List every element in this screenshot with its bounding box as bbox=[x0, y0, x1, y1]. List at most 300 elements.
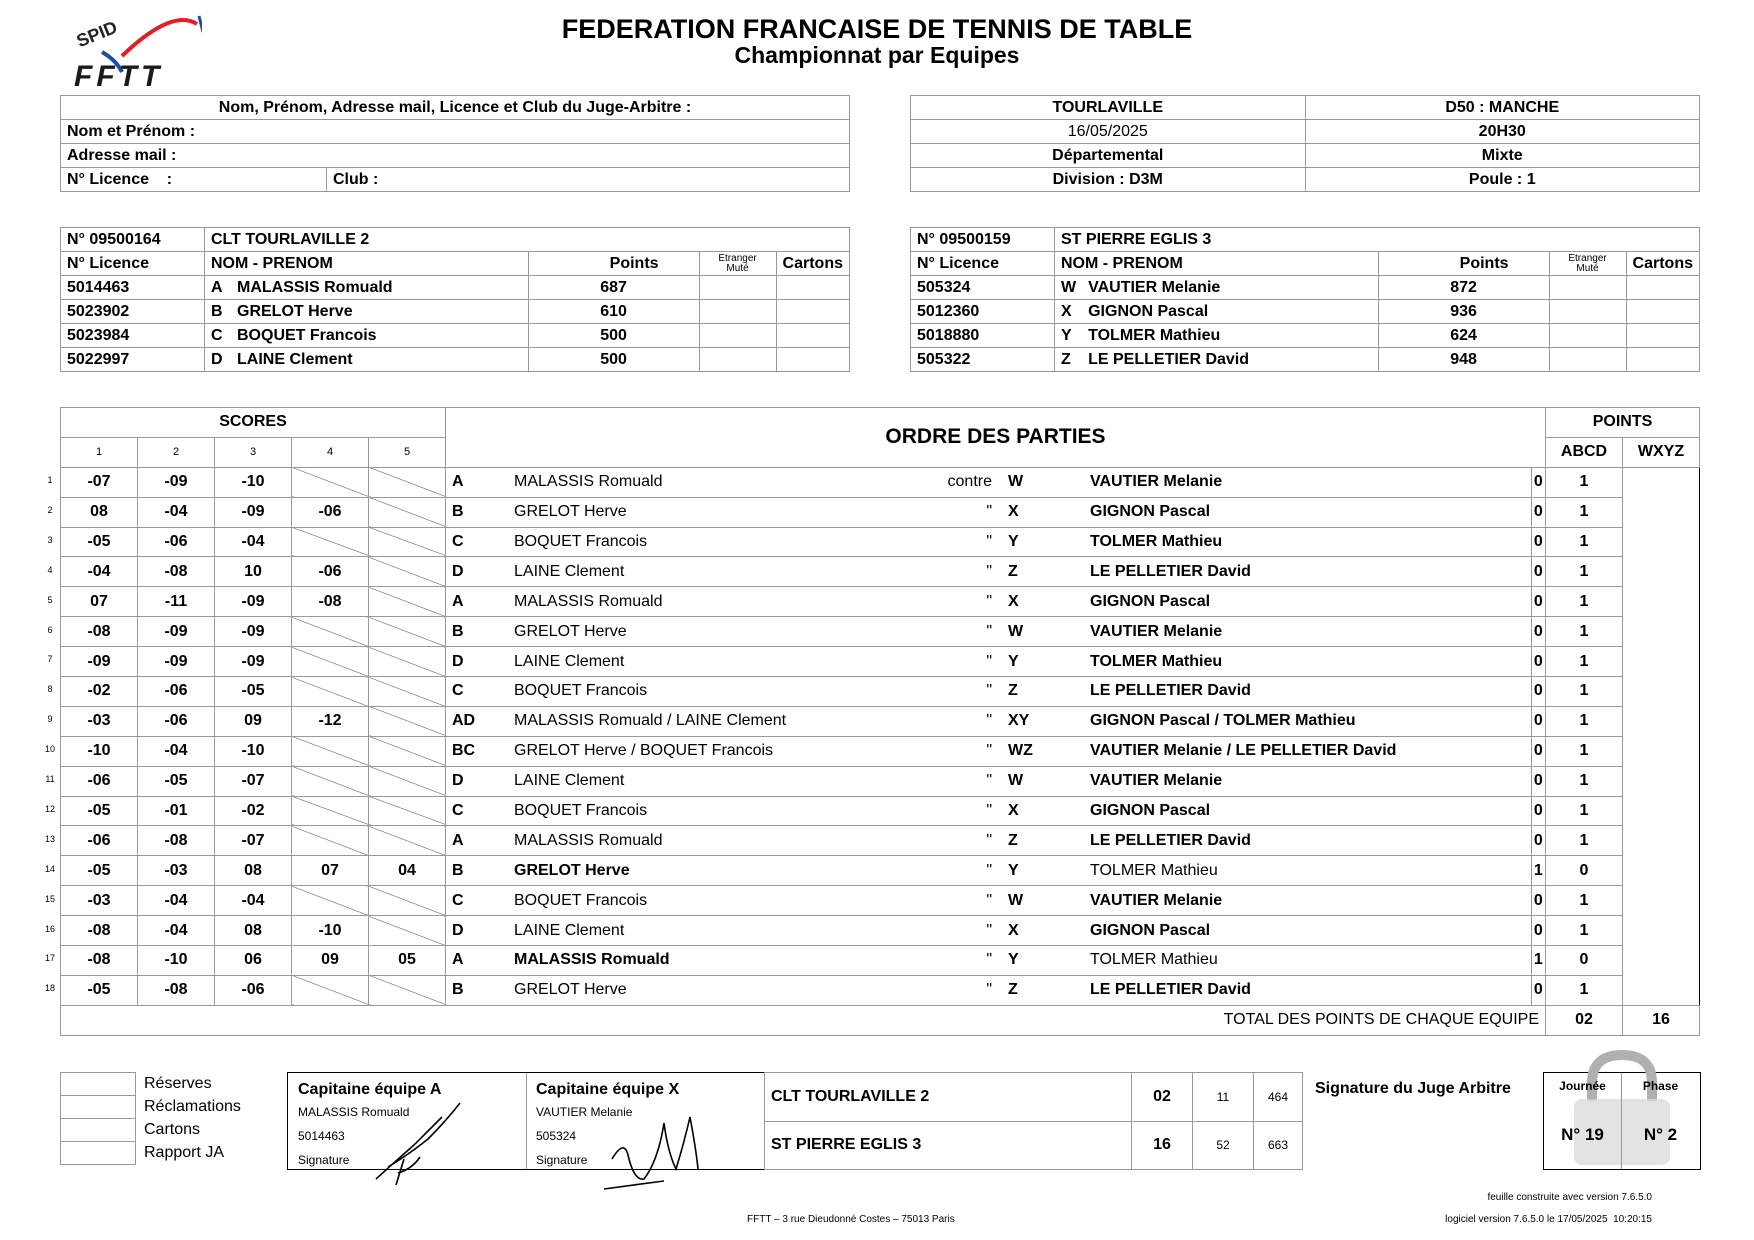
set-score: -03 bbox=[61, 886, 138, 916]
set-score: -09 bbox=[138, 647, 215, 677]
set-score: 09 bbox=[292, 946, 369, 976]
team-x-etranger-header: Etranger Muté bbox=[1549, 252, 1626, 276]
table-row: 5023984 C BOQUET Francois 500 bbox=[61, 324, 850, 348]
player-x-name: VAUTIER Melanie bbox=[1090, 766, 1531, 796]
total-team-a: 02 bbox=[1546, 1005, 1623, 1035]
points-team-a: 0 bbox=[1531, 706, 1545, 736]
player-a-letter: D bbox=[446, 647, 515, 677]
set-score: -02 bbox=[61, 677, 138, 707]
match-time: 20H30 bbox=[1305, 120, 1700, 144]
game-row bbox=[61, 796, 1700, 826]
set-score bbox=[292, 527, 369, 557]
points-team-x: 1 bbox=[1546, 647, 1623, 677]
points-team-x: 1 bbox=[1546, 826, 1623, 856]
points-team-a: 0 bbox=[1531, 826, 1545, 856]
match-info-box bbox=[910, 95, 1700, 192]
set-score bbox=[369, 557, 446, 587]
result-team-a-balls: 464 bbox=[1254, 1073, 1303, 1122]
set-score: -06 bbox=[138, 677, 215, 707]
referee-email-label: Adresse mail : bbox=[61, 144, 850, 168]
player-x-letter: Y bbox=[1000, 946, 1090, 976]
referee-signature-label: Signature du Juge Arbitre bbox=[1315, 1080, 1511, 1097]
set-score: -05 bbox=[138, 766, 215, 796]
team-a-name: CLT TOURLAVILLE 2 bbox=[205, 228, 850, 252]
team-a-table bbox=[60, 227, 850, 372]
player-a-letter: D bbox=[446, 916, 515, 946]
game-row bbox=[61, 856, 1700, 886]
total-team-x: 16 bbox=[1623, 1005, 1700, 1035]
player-x-letter: W bbox=[1000, 766, 1090, 796]
game-number: 17 bbox=[44, 953, 55, 964]
logo-text-fftt: FFTT bbox=[74, 60, 164, 93]
versus-marker: " bbox=[934, 677, 1000, 707]
set-score: -07 bbox=[215, 766, 292, 796]
reserves-checkbox[interactable] bbox=[61, 1073, 136, 1096]
match-pool: Poule : 1 bbox=[1305, 168, 1700, 192]
player-x-name: GIGNON Pascal bbox=[1090, 497, 1531, 527]
player-a-name: BOQUET Francois bbox=[514, 796, 934, 826]
versus-marker: " bbox=[934, 617, 1000, 647]
games-body bbox=[61, 467, 1700, 1005]
team-x-name-header: NOM - PRENOM bbox=[1055, 252, 1379, 276]
version-note: feuille construite avec version 7.6.5.0 bbox=[1487, 1192, 1652, 1203]
points-team-a: 0 bbox=[1531, 916, 1545, 946]
table-row: 5014463 A MALASSIS Romuald 687 bbox=[61, 276, 850, 300]
result-team-x-sets: 52 bbox=[1193, 1121, 1254, 1170]
set-score: -09 bbox=[138, 617, 215, 647]
set-number: 2 bbox=[138, 437, 215, 467]
player-a-name: MALASSIS Romuald bbox=[514, 826, 934, 856]
set-score: -05 bbox=[61, 975, 138, 1005]
cartons-checkbox[interactable] bbox=[61, 1119, 136, 1142]
player-x-letter: WZ bbox=[1000, 736, 1090, 766]
table-row: 505324 W VAUTIER Melanie 872 bbox=[911, 276, 1700, 300]
player-a-name: GRELOT Herve / BOQUET Francois bbox=[514, 736, 934, 766]
points-team-x: 1 bbox=[1546, 527, 1623, 557]
player-a-letter: D bbox=[446, 557, 515, 587]
game-row bbox=[61, 557, 1700, 587]
set-score bbox=[369, 916, 446, 946]
player-a-letter: B bbox=[446, 617, 515, 647]
points-team-x: 0 bbox=[1546, 856, 1623, 886]
player-x-letter: Y bbox=[1000, 856, 1090, 886]
points-team-x: 1 bbox=[1546, 736, 1623, 766]
set-score: -08 bbox=[138, 826, 215, 856]
set-score: -10 bbox=[215, 467, 292, 497]
set-score: -05 bbox=[61, 527, 138, 557]
scores-header: SCORES bbox=[61, 408, 446, 438]
totals-label: TOTAL DES POINTS DE CHAQUE EQUIPE bbox=[61, 1005, 1546, 1035]
result-team-a-points: 02 bbox=[1132, 1073, 1193, 1122]
software-version: logiciel version 7.6.5.0 le 17/05/2025 10:20:15 bbox=[1445, 1214, 1652, 1225]
player-a-name: BOQUET Francois bbox=[514, 886, 934, 916]
page-subtitle: Championnat par Equipes bbox=[734, 42, 1020, 68]
player-a-name: MALASSIS Romuald bbox=[514, 467, 934, 497]
team-x-table bbox=[910, 227, 1700, 372]
player-x-name: GIGNON Pascal bbox=[1090, 796, 1531, 826]
set-score bbox=[369, 467, 446, 497]
game-row bbox=[61, 677, 1700, 707]
points-team-a: 0 bbox=[1531, 766, 1545, 796]
phase-value: N° 2 bbox=[1643, 1125, 1678, 1144]
set-score bbox=[369, 766, 446, 796]
points-header: POINTS bbox=[1546, 408, 1700, 438]
team-x-licence-header: N° Licence bbox=[911, 252, 1055, 276]
reserves-label: Réserves bbox=[144, 1075, 212, 1092]
team-a-name-header: NOM - PRENOM bbox=[205, 252, 529, 276]
game-row bbox=[61, 766, 1700, 796]
set-score: -04 bbox=[138, 497, 215, 527]
table-row: 5018880 Y TOLMER Mathieu 624 bbox=[911, 324, 1700, 348]
game-number: 8 bbox=[47, 684, 53, 695]
table-row: 5012360 X GIGNON Pascal 936 bbox=[911, 300, 1700, 324]
versus-marker: " bbox=[934, 736, 1000, 766]
set-score: -04 bbox=[138, 886, 215, 916]
game-row bbox=[61, 706, 1700, 736]
game-number: 15 bbox=[44, 893, 55, 904]
player-a-letter: D bbox=[446, 766, 515, 796]
set-score bbox=[292, 826, 369, 856]
game-number: 7 bbox=[47, 654, 53, 665]
team-a-points-header: Points bbox=[528, 252, 699, 276]
captain-x bbox=[526, 1073, 765, 1169]
player-x-name: VAUTIER Melanie / LE PELLETIER David bbox=[1090, 736, 1531, 766]
player-x-letter: W bbox=[1000, 467, 1090, 497]
player-x-letter: Z bbox=[1000, 975, 1090, 1005]
player-a-letter: A bbox=[446, 946, 515, 976]
points-team-x: 1 bbox=[1546, 617, 1623, 647]
points-team-a: 0 bbox=[1531, 647, 1545, 677]
game-number: 6 bbox=[47, 624, 53, 635]
points-team-x: 1 bbox=[1546, 916, 1623, 946]
match-venue: TOURLAVILLE bbox=[911, 96, 1306, 120]
player-a-name: MALASSIS Romuald / LAINE Clement bbox=[514, 706, 934, 736]
team-a-etranger-header: Etranger Muté bbox=[699, 252, 776, 276]
game-row bbox=[61, 467, 1700, 497]
player-x-name: TOLMER Mathieu bbox=[1090, 647, 1531, 677]
reclamations-checkbox[interactable] bbox=[61, 1096, 136, 1119]
game-number: 10 bbox=[44, 744, 55, 755]
set-score: -09 bbox=[215, 587, 292, 617]
captain-x-signature-label: Signature bbox=[536, 1153, 588, 1167]
set-score: -08 bbox=[61, 916, 138, 946]
player-a-letter: A bbox=[446, 467, 515, 497]
versus-marker: " bbox=[934, 587, 1000, 617]
set-score bbox=[292, 677, 369, 707]
cartons-label: Cartons bbox=[144, 1121, 201, 1138]
set-score: -08 bbox=[138, 975, 215, 1005]
set-score: -08 bbox=[61, 946, 138, 976]
game-number: 2 bbox=[47, 504, 53, 515]
versus-marker: " bbox=[934, 856, 1000, 886]
set-score: -06 bbox=[61, 766, 138, 796]
match-date: 16/05/2025 bbox=[911, 120, 1306, 144]
points-team-x: 1 bbox=[1546, 587, 1623, 617]
set-score: 08 bbox=[61, 497, 138, 527]
game-number: 16 bbox=[44, 923, 55, 934]
player-a-letter: C bbox=[446, 886, 515, 916]
result-team-x-points: 16 bbox=[1132, 1121, 1193, 1170]
set-score: 10 bbox=[215, 557, 292, 587]
game-row bbox=[61, 886, 1700, 916]
player-x-name: VAUTIER Melanie bbox=[1090, 886, 1531, 916]
points-team-x: 1 bbox=[1546, 706, 1623, 736]
player-a-letter: B bbox=[446, 975, 515, 1005]
referee-heading: Nom, Prénom, Adresse mail, Licence et Club du Juge-Arbitre : bbox=[61, 96, 850, 120]
rapport-checkbox[interactable] bbox=[61, 1142, 136, 1165]
points-team-x: 1 bbox=[1546, 467, 1623, 497]
set-score: -10 bbox=[138, 946, 215, 976]
player-x-letter: W bbox=[1000, 886, 1090, 916]
captain-x-licence: 505324 bbox=[536, 1129, 577, 1143]
player-a-name: LAINE Clement bbox=[514, 766, 934, 796]
game-row bbox=[61, 736, 1700, 766]
set-score: -10 bbox=[61, 736, 138, 766]
captain-a-title: Capitaine équipe A bbox=[298, 1081, 442, 1098]
player-x-name: VAUTIER Melanie bbox=[1090, 467, 1531, 497]
set-score bbox=[369, 796, 446, 826]
captain-x-signature bbox=[604, 1109, 704, 1193]
player-x-letter: Z bbox=[1000, 826, 1090, 856]
player-x-name: LE PELLETIER David bbox=[1090, 677, 1531, 707]
set-score: 07 bbox=[61, 587, 138, 617]
set-score: -09 bbox=[215, 647, 292, 677]
versus-marker: contre bbox=[934, 467, 1000, 497]
set-score: -06 bbox=[292, 497, 369, 527]
player-x-letter: X bbox=[1000, 497, 1090, 527]
set-score: -09 bbox=[215, 497, 292, 527]
match-gender: Mixte bbox=[1305, 144, 1700, 168]
player-x-letter: Y bbox=[1000, 647, 1090, 677]
player-x-name: TOLMER Mathieu bbox=[1090, 527, 1531, 557]
set-score: 06 bbox=[215, 946, 292, 976]
points-team-a: 0 bbox=[1531, 677, 1545, 707]
player-a-name: MALASSIS Romuald bbox=[514, 946, 934, 976]
referee-name-label: Nom et Prénom : bbox=[61, 120, 850, 144]
game-row bbox=[61, 647, 1700, 677]
game-row bbox=[61, 617, 1700, 647]
game-number: 3 bbox=[47, 534, 53, 545]
versus-marker: " bbox=[934, 527, 1000, 557]
versus-marker: " bbox=[934, 916, 1000, 946]
set-score: -04 bbox=[215, 886, 292, 916]
set-score bbox=[292, 975, 369, 1005]
player-x-letter: X bbox=[1000, 796, 1090, 826]
set-score: -07 bbox=[215, 826, 292, 856]
player-a-name: GRELOT Herve bbox=[514, 856, 934, 886]
rapport-label: Rapport JA bbox=[144, 1144, 225, 1161]
set-score: 07 bbox=[292, 856, 369, 886]
player-x-letter: Y bbox=[1000, 527, 1090, 557]
set-score bbox=[369, 527, 446, 557]
player-a-name: LAINE Clement bbox=[514, 647, 934, 677]
table-row: 5022997 D LAINE Clement 500 bbox=[61, 348, 850, 372]
game-row bbox=[61, 916, 1700, 946]
set-score: -05 bbox=[61, 856, 138, 886]
player-x-name: LE PELLETIER David bbox=[1090, 557, 1531, 587]
team-x-points-header: Points bbox=[1378, 252, 1549, 276]
player-a-letter: BC bbox=[446, 736, 515, 766]
table-row: 5023902 B GRELOT Herve 610 bbox=[61, 300, 850, 324]
points-team-a: 1 bbox=[1531, 946, 1545, 976]
set-score: -02 bbox=[215, 796, 292, 826]
game-number: 12 bbox=[44, 803, 55, 814]
points-team-a: 0 bbox=[1531, 557, 1545, 587]
player-a-letter: C bbox=[446, 796, 515, 826]
set-score: -06 bbox=[215, 975, 292, 1005]
points-team-a: 1 bbox=[1531, 856, 1545, 886]
set-score bbox=[292, 647, 369, 677]
result-team-x: ST PIERRE EGLIS 3 bbox=[765, 1121, 1132, 1170]
player-a-name: MALASSIS Romuald bbox=[514, 587, 934, 617]
set-score: -10 bbox=[215, 736, 292, 766]
order-header: ORDRE DES PARTIES bbox=[446, 408, 1546, 468]
set-score: -04 bbox=[138, 916, 215, 946]
journee-label: Journée bbox=[1559, 1079, 1606, 1093]
points-team-a: 0 bbox=[1531, 587, 1545, 617]
set-score: -03 bbox=[61, 706, 138, 736]
team-x-number: N° 09500159 bbox=[911, 228, 1055, 252]
captain-a-name: MALASSIS Romuald bbox=[298, 1105, 410, 1119]
set-score bbox=[292, 796, 369, 826]
set-score: 05 bbox=[369, 946, 446, 976]
set-number: 4 bbox=[292, 437, 369, 467]
player-a-name: BOQUET Francois bbox=[514, 677, 934, 707]
versus-marker: " bbox=[934, 975, 1000, 1005]
set-score bbox=[292, 766, 369, 796]
match-level: Départemental bbox=[911, 144, 1306, 168]
match-competition: D50 : MANCHE bbox=[1305, 96, 1700, 120]
points-team-a: 0 bbox=[1531, 527, 1545, 557]
logo-text-spid: SPID bbox=[73, 16, 121, 52]
result-team-x-balls: 663 bbox=[1254, 1121, 1303, 1170]
points-team-a: 0 bbox=[1531, 617, 1545, 647]
set-score: -09 bbox=[138, 467, 215, 497]
captain-x-name: VAUTIER Melanie bbox=[536, 1105, 633, 1119]
versus-marker: " bbox=[934, 706, 1000, 736]
points-team-x: 1 bbox=[1546, 796, 1623, 826]
points-team-x: 1 bbox=[1546, 766, 1623, 796]
game-row bbox=[61, 527, 1700, 557]
captain-x-title: Capitaine équipe X bbox=[536, 1081, 680, 1098]
phase-label: Phase bbox=[1642, 1079, 1679, 1093]
set-score: 04 bbox=[369, 856, 446, 886]
set-score: -04 bbox=[61, 557, 138, 587]
points-team-a: 0 bbox=[1531, 467, 1545, 497]
set-number: 5 bbox=[369, 437, 446, 467]
set-score bbox=[292, 617, 369, 647]
versus-marker: " bbox=[934, 647, 1000, 677]
points-team-x: 1 bbox=[1546, 497, 1623, 527]
player-a-letter: AD bbox=[446, 706, 515, 736]
versus-marker: " bbox=[934, 796, 1000, 826]
set-score: 08 bbox=[215, 856, 292, 886]
results-table bbox=[764, 1072, 1303, 1170]
set-score: -06 bbox=[292, 557, 369, 587]
player-x-name: TOLMER Mathieu bbox=[1090, 856, 1531, 886]
lock-icon bbox=[1570, 1049, 1674, 1169]
points-team-x: 0 bbox=[1546, 946, 1623, 976]
set-score: -03 bbox=[138, 856, 215, 886]
set-score bbox=[369, 886, 446, 916]
captains-box bbox=[287, 1072, 1303, 1170]
game-number: 18 bbox=[44, 983, 55, 994]
player-a-letter: B bbox=[446, 856, 515, 886]
game-row bbox=[61, 497, 1700, 527]
game-number: 9 bbox=[47, 714, 53, 725]
set-score: -08 bbox=[138, 557, 215, 587]
page-title: FEDERATION FRANCAISE DE TENNIS DE TABLE bbox=[561, 14, 1193, 44]
versus-marker: " bbox=[934, 557, 1000, 587]
set-score bbox=[369, 497, 446, 527]
set-score: -06 bbox=[138, 527, 215, 557]
points-team-x: 1 bbox=[1546, 677, 1623, 707]
player-a-letter: B bbox=[446, 497, 515, 527]
player-a-name: GRELOT Herve bbox=[514, 975, 934, 1005]
game-row bbox=[61, 975, 1700, 1005]
captain-a-signature bbox=[368, 1099, 468, 1185]
set-score: -09 bbox=[61, 647, 138, 677]
referee-licence-label: N° Licence : bbox=[61, 168, 327, 192]
player-a-name: LAINE Clement bbox=[514, 916, 934, 946]
game-number: 11 bbox=[45, 774, 55, 784]
journee-phase-box bbox=[1543, 1072, 1701, 1170]
versus-marker: " bbox=[934, 886, 1000, 916]
points-team-x: 1 bbox=[1546, 975, 1623, 1005]
game-row bbox=[61, 826, 1700, 856]
set-score: -05 bbox=[61, 796, 138, 826]
set-score bbox=[292, 467, 369, 497]
set-score: -08 bbox=[61, 617, 138, 647]
team-x-cartons-header: Cartons bbox=[1626, 252, 1699, 276]
team-a-cartons-header: Cartons bbox=[776, 252, 849, 276]
game-number: 1 bbox=[47, 475, 53, 485]
versus-marker: " bbox=[934, 766, 1000, 796]
table-row: 505322 Z LE PELLETIER David 948 bbox=[911, 348, 1700, 372]
match-division: Division : D3M bbox=[911, 168, 1306, 192]
player-x-letter: W bbox=[1000, 617, 1090, 647]
player-x-name: VAUTIER Melanie bbox=[1090, 617, 1531, 647]
player-a-letter: C bbox=[446, 527, 515, 557]
journee-value: N° 19 bbox=[1561, 1125, 1604, 1144]
versus-marker: " bbox=[934, 946, 1000, 976]
referee-box bbox=[60, 95, 850, 192]
set-number: 3 bbox=[215, 437, 292, 467]
team-x-name: ST PIERRE EGLIS 3 bbox=[1055, 228, 1700, 252]
set-score bbox=[369, 677, 446, 707]
set-score bbox=[369, 647, 446, 677]
player-x-name: GIGNON Pascal / TOLMER Mathieu bbox=[1090, 706, 1531, 736]
points-team-a: 0 bbox=[1531, 736, 1545, 766]
captain-a-licence: 5014463 bbox=[298, 1129, 345, 1143]
game-number: 5 bbox=[47, 594, 53, 605]
set-score bbox=[292, 886, 369, 916]
player-x-name: LE PELLETIER David bbox=[1090, 826, 1531, 856]
player-a-letter: A bbox=[446, 826, 515, 856]
set-score: -08 bbox=[292, 587, 369, 617]
player-a-letter: C bbox=[446, 677, 515, 707]
set-score: 09 bbox=[215, 706, 292, 736]
set-score: -11 bbox=[138, 587, 215, 617]
set-score bbox=[369, 706, 446, 736]
set-score bbox=[369, 826, 446, 856]
player-x-letter: XY bbox=[1000, 706, 1090, 736]
set-score: -05 bbox=[215, 677, 292, 707]
set-score: 08 bbox=[215, 916, 292, 946]
player-x-name: TOLMER Mathieu bbox=[1090, 946, 1531, 976]
set-score bbox=[369, 736, 446, 766]
player-x-letter: X bbox=[1000, 587, 1090, 617]
